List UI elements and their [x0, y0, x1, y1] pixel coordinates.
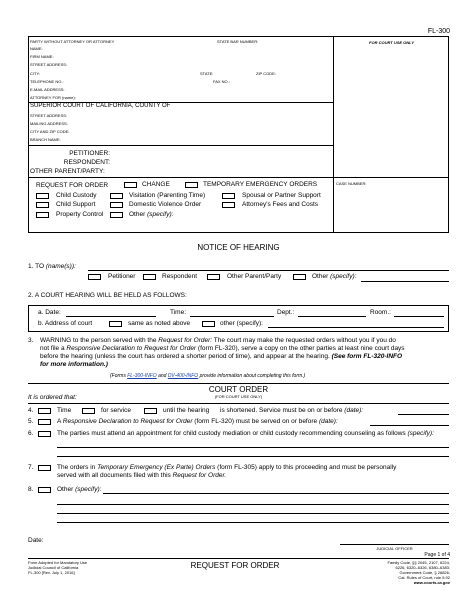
petitioner-label: PETITIONER: [69, 150, 110, 157]
court-order-subtitle: (FOR COURT USE ONLY) [214, 394, 263, 399]
change-checkbox[interactable] [124, 182, 137, 188]
state-bar-label: STATE BAR NUMBER: [217, 39, 259, 44]
notice-other-label: Other (specify): [312, 273, 357, 280]
item6-checkbox[interactable] [38, 431, 51, 437]
hearing-dept-label: Dept.: [277, 309, 295, 316]
footer-right: Family Code, §§ 2045, 2107, 6224, 6226, 6320–6326, 6380–6383; Government Code, § 26826; Cal. Rules of Court, rule 5.92 www.courts.ca.gov [387, 560, 450, 585]
fl-300-info-link[interactable]: FL-300-INFO [127, 373, 157, 379]
attorney-for-label: ATTORNEY FOR (name): [30, 95, 76, 100]
hearing-room-label: Room.: [370, 309, 391, 316]
respondent-label: RESPONDENT: [63, 159, 110, 166]
street-label: STREET ADDRESS: [30, 62, 68, 67]
fees-checkbox[interactable] [222, 202, 235, 208]
page-number: Page 1 of 4 [424, 552, 450, 558]
spousal-label: Spousal or Partner Support [242, 192, 321, 199]
shortened-label: is shortened. Service must be on or before (date): [220, 407, 364, 414]
item7-checkbox[interactable] [38, 465, 51, 471]
item7-text: The orders in Temporary Emergency (Ex Parte) Orders (form FL-305) apply to this proceeding and must be personally served with all documents filed with this Request for Order. [57, 464, 397, 479]
court-use-label: FOR COURT USE ONLY [369, 40, 414, 45]
change-label: CHANGE [142, 181, 170, 188]
item8-number: 8. [28, 486, 34, 493]
item7-number: 7. [28, 464, 34, 471]
property-label: Property Control [56, 211, 104, 218]
dv-order-checkbox[interactable] [110, 202, 123, 208]
item6-text: The parties must attend an appointment for child custody mediation or child custody recommending counseling as follows (specify): [57, 430, 434, 437]
dv-order-label: Domestic Violence Order [129, 201, 202, 208]
phone-label: TELEPHONE NO.: [30, 79, 64, 84]
child-custody-label: Child Custody [56, 192, 97, 199]
petitioner-checkbox[interactable] [88, 274, 101, 280]
item4-number: 4. [28, 407, 34, 414]
hearing-time-label: Time: [170, 309, 187, 316]
other-parent-checkbox[interactable] [207, 274, 220, 280]
date-label: Date: [28, 537, 44, 544]
forms-note: (Forms FL-300-INFO and DV-400-INFO provide information about completing this form.) [110, 373, 306, 379]
item8-other-label: Other (specify): [57, 486, 102, 493]
item1-label: 1. TO (name(s)): [28, 263, 76, 270]
child-support-checkbox[interactable] [36, 202, 49, 208]
mailing-label: MAILING ADDRESS: [30, 121, 68, 126]
case-number-label: CASE NUMBER: [336, 181, 367, 186]
fax-label: FAX NO.: [213, 79, 230, 84]
item4-checkbox[interactable] [38, 408, 51, 414]
until-hearing-label: until the hearing [163, 407, 210, 414]
item5-checkbox[interactable] [38, 419, 51, 425]
visitation-checkbox[interactable] [110, 193, 123, 199]
respondent-checkbox[interactable] [143, 274, 156, 280]
request-title: REQUEST FOR ORDER [36, 182, 109, 189]
judicial-officer-label: JUDICIAL OFFICER [376, 546, 413, 551]
notice-other-checkbox[interactable] [293, 274, 306, 280]
footer-left: Form Adopted for Mandatory Use Judicial Council of California FL-300 [Rev. July 1, 2016] [28, 560, 88, 575]
other-request-label: Other (specify): [129, 211, 174, 218]
item5-text: A Responsive Declaration to Request for Order (form FL-320) must be served on or before (date): [57, 418, 338, 425]
notice-petitioner-label: Petitioner [108, 273, 136, 280]
name-label: NAME: [30, 46, 43, 51]
notice-respondent-label: Respondent [162, 273, 198, 280]
child-support-label: Child Support [56, 201, 96, 208]
notice-title: NOTICE OF HEARING [197, 243, 280, 252]
other-address-label: other (specify): [220, 320, 263, 327]
court-street-label: STREET ADDRESS: [30, 113, 68, 118]
hearing-date-label: a. Date: [38, 309, 61, 316]
temporary-checkbox[interactable] [185, 182, 198, 188]
branch-label: BRANCH NAME: [30, 137, 61, 142]
city-label: CITY: [30, 71, 41, 76]
property-checkbox[interactable] [36, 212, 49, 218]
for-service-label: for service [101, 407, 131, 414]
item6-number: 6. [28, 430, 34, 437]
other-request-checkbox[interactable] [110, 212, 123, 218]
until-hearing-checkbox[interactable] [144, 408, 157, 414]
court-order-title: COURT ORDER [208, 385, 269, 394]
ordered-label: It is ordered that: [28, 394, 77, 401]
item3-number: 3. [28, 337, 34, 344]
item2-label: 2. A COURT HEARING WILL BE HELD AS FOLLOWS: [28, 292, 187, 299]
other-address-checkbox[interactable] [202, 321, 215, 327]
spousal-checkbox[interactable] [222, 193, 235, 199]
party-label: PARTY WITHOUT ATTORNEY OR ATTORNEY [30, 39, 115, 44]
zip-label: ZIP CODE: [256, 71, 276, 76]
city-zip-label: CITY AND ZIP CODE: [30, 129, 70, 134]
same-address-checkbox[interactable] [109, 321, 122, 327]
item4-time-label: Time [57, 407, 72, 414]
same-address-label: same as noted above [128, 320, 191, 327]
court-address-label: b. Address of court [38, 320, 93, 327]
fees-label: Attorney's Fees and Costs [242, 201, 319, 208]
email-label: E-MAIL ADDRESS: [30, 87, 65, 92]
dv-400-info-link[interactable]: DV-400-INFO [167, 373, 199, 379]
for-service-checkbox[interactable] [82, 408, 95, 414]
notice-other-parent-label: Other Parent/Party [227, 273, 282, 280]
item3-warning: WARNING to the person served with the Request for Order: The court may make the requested orders without you if you do not file a Responsive Declaration to Request for Order (form FL-320), serve a copy on the other parties at least nine court days before the hearing (unless the court has ordered a shorter period of time), and appear at the hearing. (See form FL-320-INFO for more information.) [40, 337, 405, 368]
item5-number: 5. [28, 418, 34, 425]
state-label: STATE: [200, 71, 214, 76]
other-party-label: OTHER PARENT/PARTY: [30, 168, 105, 175]
court-title: SUPERIOR COURT OF CALIFORNIA, COUNTY OF [30, 103, 171, 109]
firm-label: FIRM NAME: [30, 54, 54, 59]
item8-checkbox[interactable] [38, 487, 51, 493]
child-custody-checkbox[interactable] [36, 193, 49, 199]
temporary-label: TEMPORARY EMERGENCY ORDERS [203, 181, 318, 188]
form-number: FL-300 [427, 28, 450, 35]
footer-title: REQUEST FOR ORDER [190, 561, 280, 570]
visitation-label: Visitation (Parenting Time) [129, 192, 206, 199]
